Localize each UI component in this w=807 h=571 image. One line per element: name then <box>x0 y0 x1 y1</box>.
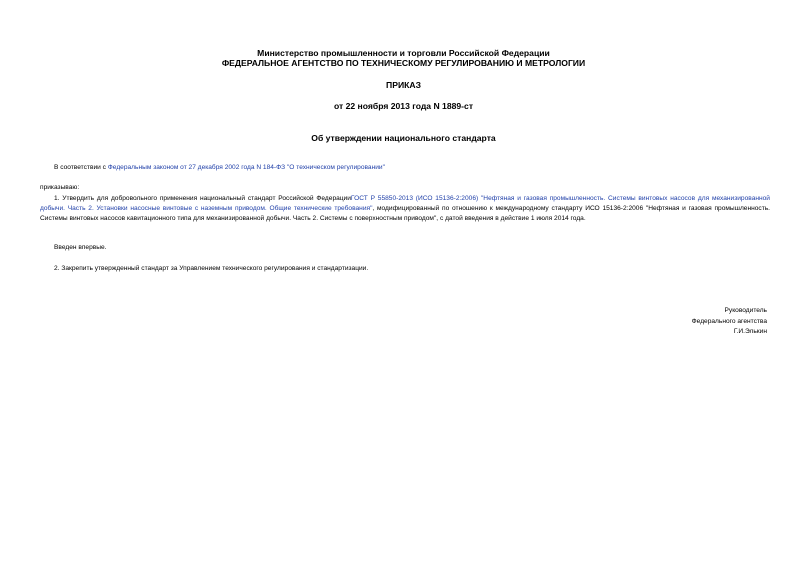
order-verb: приказываю: <box>40 184 80 191</box>
item-1-prefix: 1. Утвердить для добровольного применения национальный стандарт Российской Федерации <box>54 195 351 202</box>
signature-block <box>692 306 767 338</box>
item-2-paragraph: 2. Закрепить утвержденный стандарт за Управлением технического регулирования и стандартизации. <box>54 265 369 272</box>
ministry-title: Министерство промышленности и торговли Российской Федерации <box>257 48 550 58</box>
signature-position-line1: Руководитель <box>724 307 767 314</box>
document-type: ПРИКАЗ <box>386 80 421 90</box>
intro-paragraph <box>54 163 385 173</box>
document-subject: Об утверждении национального стандарта <box>311 133 496 143</box>
gost-standard-link[interactable]: ГОСТ Р 55850-2013 (ИСО 15136-2:2006) "Нефтяная и газовая промышленность. Системы винтовых насосов для механизированной добычи. Часть 2. Установки насосные винтовые с наземным приводом. Общие технические требования" <box>40 195 770 212</box>
item-1-suffix: , модифицированный по отношению к международному стандарту ИСО 15136-2:2006 "Нефтяная и газовая промышленность. Системы винтовых насосов кавитационного типа для механизированной добычи. Часть 2. Системы с поверхностным приводом", с датой введения в действие 1 июля 2014 года. <box>40 205 770 222</box>
agency-title: ФЕДЕРАЛЬНОЕ АГЕНТСТВО ПО ТЕХНИЧЕСКОМУ РЕГУЛИРОВАНИЮ И МЕТРОЛОГИИ <box>221 58 586 68</box>
introduced-first-time-note: Введен впервые. <box>54 244 107 251</box>
document-date-number: от 22 ноября 2013 года N 1889-ст <box>333 101 474 111</box>
signature-position-line2: Федерального агентства <box>691 317 767 325</box>
federal-law-link[interactable]: Федеральным законом от 27 декабря 2002 года N 184-ФЗ "О техническом регулировании" <box>107 164 385 171</box>
intro-prefix: В соответствии с <box>54 164 108 171</box>
item-1-paragraph <box>40 194 770 224</box>
signature-name: Г.И.Элькин <box>733 328 767 335</box>
